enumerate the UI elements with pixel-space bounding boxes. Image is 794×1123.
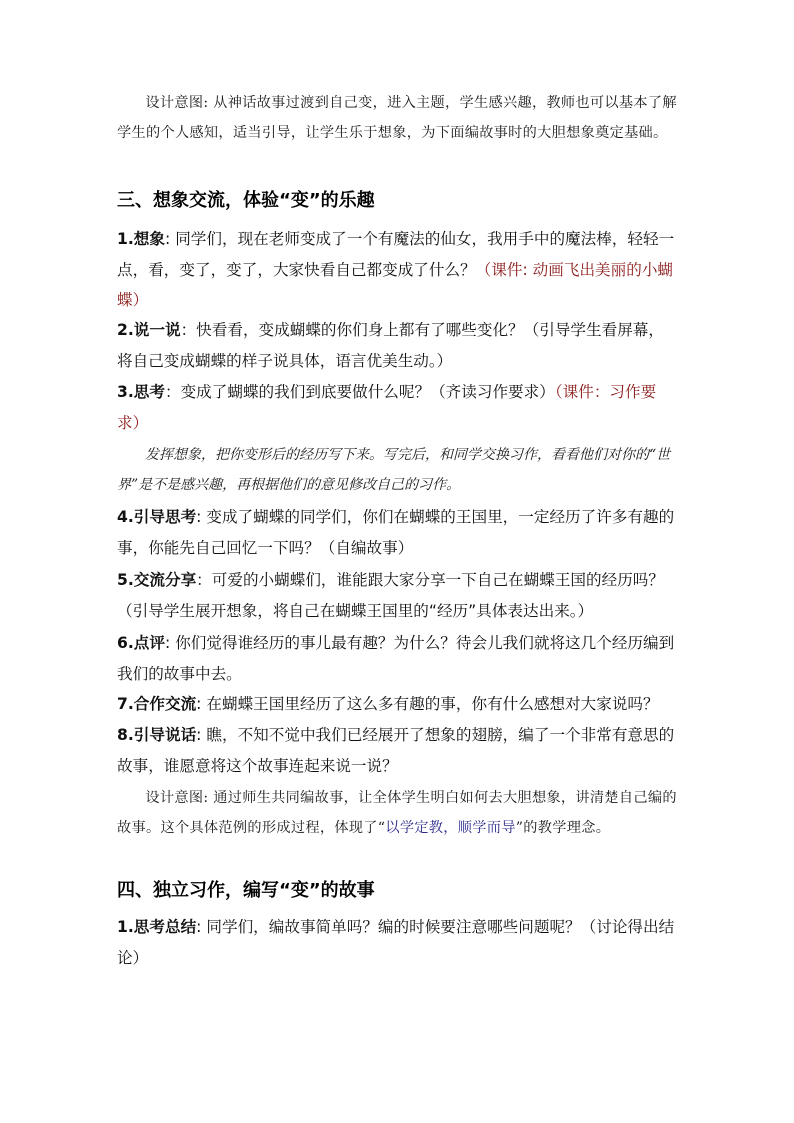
item-number: 4. bbox=[117, 508, 134, 526]
list-item-say bbox=[117, 315, 679, 376]
item-number: 1. bbox=[117, 918, 134, 936]
item-text: ：变成了蝴蝶的我们到底要做什么呢？（齐读习作要求） bbox=[164, 383, 555, 401]
item-lead: 交流分享 bbox=[133, 571, 197, 589]
design-intent-text: 通过师生共同编故事，让全体学生明白如何去大胆想象，讲清楚自己编的故事。这个具体范例的形成过程，体现了“ bbox=[117, 790, 677, 836]
list-item-comment bbox=[117, 628, 679, 689]
item-number: 1. bbox=[117, 230, 134, 248]
design-intent-text-end: ”的教学理念。 bbox=[515, 820, 611, 836]
item-text: ：可爱的小蝴蝶们，谁能跟大家分享一下自己在蝴蝶王国的经历吗？（引导学生展开想象，将自己在蝴蝶王国里的“经历”具体表达出来。） bbox=[117, 571, 664, 620]
list-item-imagine bbox=[117, 224, 679, 316]
item-text: : 变成了蝴蝶的同学们，你们在蝴蝶的王国里，一定经历了许多有趣的事，你能先自己回忆一下吗？（自编故事） bbox=[117, 508, 675, 557]
item-text: : 你们觉得谁经历的事儿最有趣？为什么？待会儿我们就将这几个经历编到我们的故事中去。 bbox=[117, 634, 675, 683]
list-item-think bbox=[117, 377, 679, 438]
item-lead: 合作交流 bbox=[133, 695, 197, 713]
list-item-cooperate bbox=[117, 689, 679, 720]
design-intent-label: 设计意图: bbox=[145, 790, 209, 806]
design-intent-text: 从神话故事过渡到自己变，进入主题，学生感兴趣，教师也可以基本了解学生的个人感知，适当引导，让学生乐于想象，为下面编故事时的大胆想象奠定基础。 bbox=[117, 95, 677, 141]
item-number: 6. bbox=[117, 634, 134, 652]
item-number: 3. bbox=[117, 383, 134, 401]
item-number: 5. bbox=[117, 571, 134, 589]
item-lead: 想象 bbox=[133, 230, 165, 248]
design-intent-label: 设计意图: bbox=[145, 95, 209, 111]
item-lead: 引导思考 bbox=[133, 508, 197, 526]
item-lead: 引导说话 bbox=[133, 726, 197, 744]
design-intent-paragraph bbox=[117, 88, 679, 148]
item-lead: 思考总结 bbox=[133, 918, 197, 936]
item-text: : 瞧，不知不觉中我们已经展开了想象的翅膀，编了一个非常有意思的故事，谁愿意将这个故事连起来说一说？ bbox=[117, 726, 675, 775]
item-number: 2. bbox=[117, 321, 134, 339]
item-number: 7. bbox=[117, 695, 134, 713]
list-item-guided-speaking bbox=[117, 720, 679, 781]
design-intent-paragraph-2 bbox=[117, 783, 679, 843]
item-lead: 思考 bbox=[133, 383, 165, 401]
item-lead: 点评 bbox=[133, 634, 165, 652]
list-item-guided-thinking bbox=[117, 502, 679, 563]
item-text: : 在蝴蝶王国里经历了这么多有趣的事，你有什么感想对大家说吗？ bbox=[196, 695, 659, 713]
courseware-reference: （课件: 动画飞出美丽的小蝴蝶） bbox=[117, 260, 674, 309]
section-heading-4: 四、独立习作，编写“变”的故事 bbox=[117, 880, 375, 901]
item-text: ：快看看，变成蝴蝶的你们身上都有了哪些变化？（引导学生看屏幕，将自己变成蝴蝶的样子说具体，语言优美生动。） bbox=[117, 321, 664, 370]
writing-requirement-quote: 发挥想象，把你变形后的经历写下来。写完后，和同学交换习作，看看他们对你的“世界”是不是感兴趣，再根据他们的意见修改自己的习作。 bbox=[117, 447, 671, 493]
list-item-share bbox=[117, 565, 679, 626]
item-number: 8. bbox=[117, 726, 134, 744]
list-item-summary bbox=[117, 912, 679, 973]
item-text: : 同学们，现在老师变成了一个有魔法的仙女，我用手中的魔法棒，轻轻一点，看，变了，变了，大家快看自己都变成了什么？ bbox=[117, 230, 675, 279]
teaching-concept-highlight: 以学定教，顺学而导 bbox=[385, 820, 516, 836]
item-text: : 同学们，编故事简单吗？编的时候要注意哪些问题呢？（讨论得出结论） bbox=[117, 918, 675, 967]
item-lead: 说一说 bbox=[133, 321, 181, 339]
courseware-reference: （课件：习作要求） bbox=[117, 383, 657, 432]
section-heading-3: 三、想象交流，体验“变”的乐趣 bbox=[117, 190, 375, 211]
